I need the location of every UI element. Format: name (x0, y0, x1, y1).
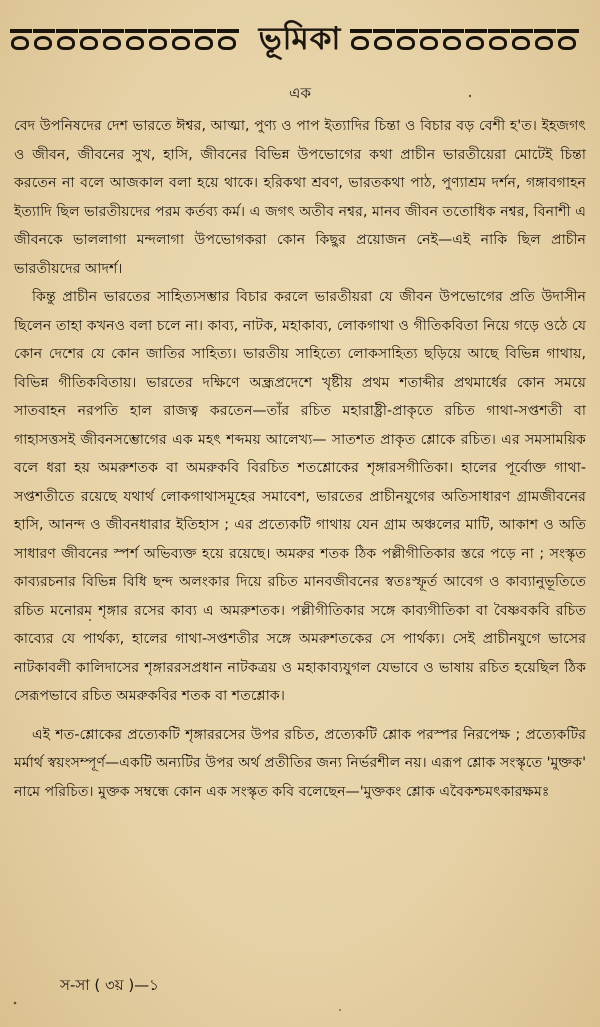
paragraph-3: এই শত-শ্লোকের প্রত্যেকটি শৃঙ্গাররসের উপর রচিত, প্রত্যেকটি শ্লোক পরস্পর নিরপেক্ষ ; প্রত্যেকটির মর্মার্থ স্বয়ংসম্পূর্ণ—একটি অন্যটির উপর অর্থ প্রতীতির জন্য নির্ভরশীল নয়। এরূপ শ্লোক সংস্কৃতে 'মুক্তক' নামে পরিচিত। মুক্তক সম্বন্ধে কোন এক সংস্কৃত কবি বলেছেন—'মুক্তকং শ্লোক এবৈকশ্চমৎকারক্ষমঃ (14, 726, 586, 800)
paragraph-1: বেদ উপনিষদের দেশ ভারতে ঈশ্বর, আত্মা, পুণ্য ও পাপ ইত্যাদির চিন্তা ও বিচার বড় বেশী হ'ত। ইহজগৎ ও জীবন, জীবনের সুখ, হাসি, জীবনের বিভিন্ন উপভোগের কথা প্রাচীন ভারতীয়েরা মোটেই চিন্তা করতেন না বলে আজকাল বলা হয়ে থাকে। হরিকথা শ্রবণ, ভারতকথা পাঠ, পুণ্যাশ্রম দর্শন, গঙ্গাবগাহন ইত্যাদি ছিল ভারতীয়দের পরম কর্তব্য কর্ম। এ জগৎ অতীব নশ্বর, মানব জীবন ততোধিক নশ্বর, বিনাশী এ জীবনকে ভাললাগা মন্দলাগা উপভোগকরা কোন কিছুর প্রয়োজন নেই—এই নাকি ছিল প্রাচীন ভারতীয়দের আদর্শ। (14, 118, 586, 277)
section-number: এক (289, 84, 311, 102)
body-text (14, 112, 586, 806)
chapter-header (10, 18, 590, 64)
left-ornament (10, 23, 250, 59)
page-signature: স-সা ( ৩য় )—১ (60, 976, 159, 994)
chapter-title: ভূমিকা (258, 21, 342, 57)
paragraph-2: কিন্তু প্রাচীন ভারতের সাহিত্যসম্ভার বিচার করলে ভারতীয়রা যে জীবন উপভোগের প্রতি উদাসীন ছিলেন তাহা কখনও বলা চলে না। কাব্য, নাটক, মহাকাব্য, লোকগাথা ও গীতিকবিতা নিয়ে গড়ে ওঠে যে কোন দেশের যে কোন জাতির সাহিত্য। ভারতীয় সাহিত্যে লোকসাহিত্য ছড়িয়ে আছে বিভিন্ন গাথায়, বিভিন্ন গীতিকবিতায়। ভারতের দক্ষিণে অন্ধ্রপ্রদেশে খৃষ্টীয় প্রথম শতাব্দীর প্রথমার্ধের কোন সময়ে সাতবাহন নরপতি হাল রাজত্ব করতেন—তাঁর রচিত মহারাষ্ট্রী-প্রাকৃতে রচিত গাথা-সপ্তশতী বা গাহাসত্তসই জীবনসম্ভোগের এক মহৎ শব্দময় আলেখ্য— সাতশত প্রাকৃত শ্লোকে রচিত। এর সমসাময়িক বলে ধরা হয় অমরুশতক বা অমরুকবি বিরচিত শতশ্লোকের শৃঙ্গারসগীতিকা। হালের পূর্বোক্ত গাথা-সপ্তশতীতে রয়েছে যথার্থ লোকগাথাসমূহের সমাবেশ, ভারতের প্রাচীনযুগের অতিসাধারণ গ্রামজীবনের হাসি, আনন্দ ও জীবনধারার ইতিহাস ; এর প্রত্যেকটি গাথায় যেন গ্রাম অঞ্চলের মাটি, আকাশ ও অতি সাধারণ জীবনের স্পর্শ অভিব্যক্ত হয়ে রয়েছে। অমরুর শতক ঠিক পল্লীগীতিকার স্তরে পড়ে না ; সংস্কৃত কাব্যরচনার বিভিন্ন বিধি ছন্দ অলংকার দিয়ে রচিত মানবজীবনের স্বতঃস্ফূর্ত আবেগ ও কাব্যানুভূতিতে রচিত মনোরম শৃঙ্গার রসের কাব্য এ অমরুশতক। পল্লীগীতিকার সঙ্গে কাব্যগীতিকা বা বৈষ্ণবকবি রচিত কাব্যের যে পার্থক্য, হালের গাথা-সপ্তশতীর সঙ্গে অমরুশতকের সে পার্থক্য। সেই প্রাচীনযুগে ভাসের নাটকাবলী কালিদাসের শৃঙ্গাররসপ্রধান নাটকত্রয় ও মহাকাব্যযুগল যেভাবে ও ভাষায় রচিত হয়েছিল ঠিক সেরূপভাবে রচিত অমরুকবির শতক বা শতশ্লোক। (14, 289, 586, 704)
right-ornament (350, 23, 590, 59)
